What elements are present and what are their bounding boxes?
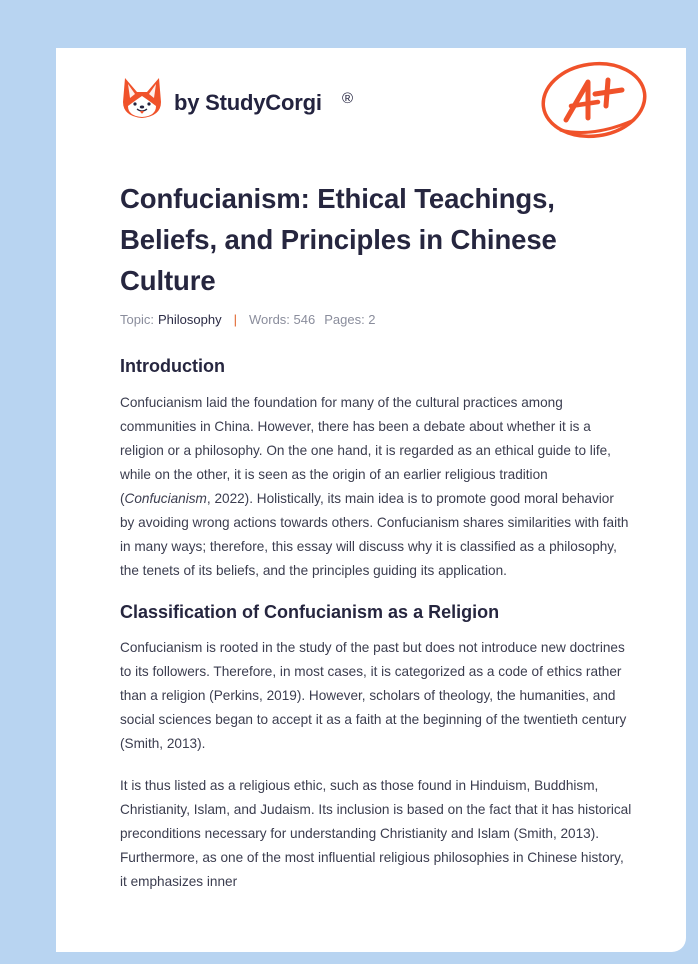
citation-italic: Confucianism <box>124 491 207 506</box>
corgi-icon <box>122 76 162 120</box>
word-count: Words: 546 <box>248 312 316 327</box>
paragraph: Confucianism is rooted in the study of the past but does not introduce new doctrines to its followers. Therefore, in most cases, it is categorized as a code of ethics rather than a religion (Perkins, 2019). However, scholars of theology, the humanities, and social sciences began to accept it as a faith at the beginning of the twentieth century (Smith, 2013). <box>120 640 627 751</box>
topic-link[interactable]: Philosophy <box>157 312 222 327</box>
essay-meta <box>120 312 376 327</box>
a-plus-badge-icon <box>538 58 650 147</box>
meta-separator: | <box>233 312 237 327</box>
essay-title: Confucianism: Ethical Teachings, Beliefs, and Principles in Chinese Culture <box>120 183 557 296</box>
essay-card <box>56 48 686 952</box>
brand-name: by StudyCorgi <box>174 90 322 115</box>
paragraph <box>120 391 632 583</box>
essay-body <box>120 354 632 894</box>
paragraph: It is thus listed as a religious ethic, such as those found in Hinduism, Buddhism, Christianity, Islam, and Judaism. Its inclusion is based on the fact that it has historical preconditions necessary for understanding Christianity and Islam (Smith, 2013). Furthermore, as one of the most influential religious philosophies in Chinese history, it emphasizes inner <box>120 778 632 889</box>
section-heading-introduction: Introduction <box>120 356 225 376</box>
section-heading-classification: Classification of Confucianism as a Religion <box>120 602 500 622</box>
topic-label: Topic: <box>120 312 154 327</box>
page-count: Pages: 2 <box>324 312 376 327</box>
studycorgi-logo[interactable] <box>122 76 354 120</box>
paragraph-text: , 2022). Holistically, its main idea is to promote good moral behavior by avoiding wrong actions towards others. Confucianism shares similarities with faith in many ways; therefore, this essay will discuss why it is classified as a philosophy, the tenets of its beliefs, and the principles guiding its application. <box>120 491 629 578</box>
paragraph-text: Confucianism laid the foundation for many of the cultural practices among communities in China. However, there has been a debate about whether it is a religion or a philosophy. On the one hand, it is regarded as an ethical guide to life, while on the other, it is seen as the origin of an earlier religious tradition ( <box>120 395 611 506</box>
registered-mark: ® <box>342 90 354 107</box>
